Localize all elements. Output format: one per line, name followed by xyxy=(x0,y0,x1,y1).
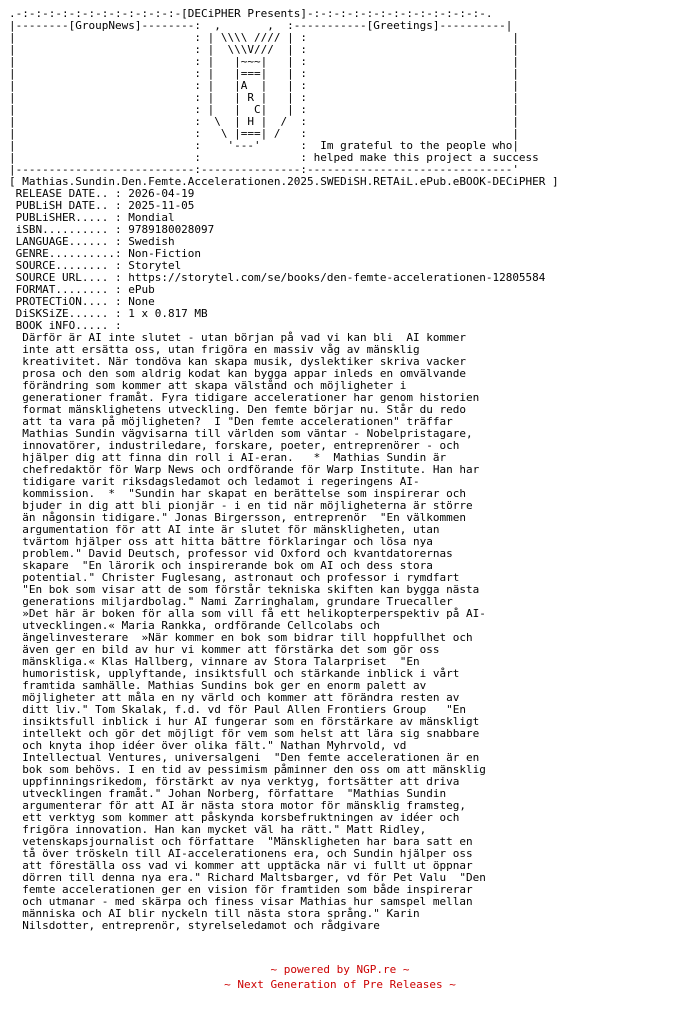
nfo-line: ett verktyg som kommer att påskynda korsbefruktningen av idéer och xyxy=(9,811,460,824)
footer-tagline-prefix: ~ xyxy=(224,978,238,991)
nfo-line: | : '---' : Im grateful to the people who| xyxy=(9,139,519,152)
nfo-line: förändring som kommer att skapa välstånd och möjligheter i xyxy=(9,379,407,392)
nfo-line: format mänsklighetens utveckling. Den femte börjar nu. Står du redo xyxy=(9,403,466,416)
nfo-line: Därför är AI inte slutet - utan början på vad vi kan bli AI kommer xyxy=(9,331,466,344)
nfo-line: |--------[GroupNews]--------: , , :-----------[Greetings]----------| xyxy=(9,19,513,32)
nfo-line: LANGUAGE...... : Swedish xyxy=(9,235,175,248)
nfo-line: | : : helped make this project a success xyxy=(9,151,539,164)
nfo-line: vetenskapsjournalist och författare "Mänskligheten har bara satt en xyxy=(9,835,473,848)
nfo-line: frigöra innovation. Han kan mycket väl ha rätt." Matt Ridley, xyxy=(9,823,427,836)
nfo-line: hjälper dig att finna din roll i AI-eran. * Mathias Sundin är xyxy=(9,451,447,464)
nfo-line: även ger en bild av hur vi kommer att förstärka det som gör oss xyxy=(9,643,440,656)
nfo-line: iSBN.......... : 9789180028097 xyxy=(9,223,215,236)
nfo-line: och knyta ihop idéer över olika fält." Nathan Myhrvold, vd xyxy=(9,739,407,752)
nfo-line: .-:-:-:-:-:-:-:-:-:-:-:-:-[DECiPHER Presents]-:-:-:-:-:-:-:-:-:-:-:-:-:-. xyxy=(9,7,493,20)
nfo-line: tvärtom hjälper oss att hitta bättre förklaringar och lösa nya xyxy=(9,535,433,548)
nfo-line: att ta vara på möjligheten? I "Den femte accelerationen" träffar xyxy=(9,415,453,428)
nfo-line: och utmanar - med skärpa och finess visar Mathias hur samspel mellan xyxy=(9,895,473,908)
nfo-line: intellekt och gör det möjligt för vem som helst att lära sig snabbare xyxy=(9,727,480,740)
nfo-line: femte accelerationen ger en vision för framtiden som både inspirerar xyxy=(9,883,473,896)
nfo-line: människa och AI blir nyckeln till nästa stora språng." Karin xyxy=(9,907,420,920)
nfo-line: Nilsdotter, entreprenör, styrelseledamot och rådgivare xyxy=(9,919,380,932)
nfo-line: kommission. * "Sundin har skapat en berättelse som inspirerar och xyxy=(9,487,466,500)
nfo-line: problem." David Deutsch, professor vid Oxford och kvantdatorernas xyxy=(9,547,453,560)
nfo-line: ängelinvesterare »När kommer en bok som bidrar till hoppfullhet och xyxy=(9,631,473,644)
nfo-line: utvecklingen.« Maria Rankka, ordförande Cellcolabs och xyxy=(9,619,380,632)
nfo-line: | : | |A | | : | xyxy=(9,79,519,92)
nfo-line: innovatörer, industriledare, forskare, poeter, entreprenörer - och xyxy=(9,439,460,452)
nfo-line: | : \ |===| / : | xyxy=(9,127,519,140)
footer-tagline xyxy=(0,977,680,992)
nfo-line: | : | |~~~| | : | xyxy=(9,55,519,68)
nfo-line: GENRE..........: Non-Fiction xyxy=(9,247,202,260)
nfo-line: | : | |===| | : | xyxy=(9,67,519,80)
nfo-line: inte att ersätta oss, utan frigöra en massiv våg av mänsklig xyxy=(9,343,420,356)
nfo-line: PROTECTiON.... : None xyxy=(9,295,155,308)
nfo-line: | : | | C| | : | xyxy=(9,103,519,116)
nfo-line: dörren till denna nya era." Richard Maltsbarger, vd för Pet Valu "Den xyxy=(9,871,486,884)
nfo-line: BOOK iNFO..... : xyxy=(9,319,122,332)
nfo-line: argumentation för att AI inte är slutet för mänskligheten, utan xyxy=(9,523,440,536)
nfo-line: SOURCE URL.... : https://storytel.com/se/books/den-femte-accelerationen-12805584 xyxy=(9,271,546,284)
nfo-line: FORMAT........ : ePub xyxy=(9,283,155,296)
nfo-line: tidigare varit riksdagsledamot och ledamot i regeringens AI- xyxy=(9,475,420,488)
nfo-line: »Det här är boken för alla som vill få ett helikopterperspektiv på AI- xyxy=(9,607,486,620)
nfo-line: chefredaktör för Warp News och ordförande för Warp Institute. Han har xyxy=(9,463,480,476)
nfo-line: ditt liv." Tom Skalak, f.d. vd för Paul Allen Frontiers Group "En xyxy=(9,703,466,716)
nfo-line: argumenterar för att AI är nästa stora motor för mänsklig framsteg, xyxy=(9,799,466,812)
nfo-line: än någonsin tidigare." Jonas Birgersson, entreprenör "En välkommen xyxy=(9,511,466,524)
nfo-line: generations miljardbolag." Nami Zarringhalam, grundare Truecaller xyxy=(9,595,453,608)
nfo-line: framtida samhälle. Mathias Sundins bok ger en enorm palett av xyxy=(9,679,427,692)
nfo-line: PUBLiSHER..... : Mondial xyxy=(9,211,175,224)
nfo-line: möjligheter att måla en ny värld och kommer att förändra resten av xyxy=(9,691,460,704)
nfo-line: mänskliga.« Klas Hallberg, vinnare av Stora Talarpriset "En xyxy=(9,655,420,668)
nfo-line: DiSKSiZE...... : 1 x 0.817 MB xyxy=(9,307,208,320)
nfo-line: prosa och den som aldrig kodat kan bygga appar inleds en omvälvande xyxy=(9,367,466,380)
nfo-line: bjuder in dig att bli pionjär - i en tid när möjligheterna är större xyxy=(9,499,473,512)
nfo-line: "En bok som visar att de som förstår tekniska skiften kan bygga nästa xyxy=(9,583,480,596)
nfo-line: uppfinningsrikedom, förstärkt av nya verktyg, fortsätter att driva xyxy=(9,775,460,788)
nfo-line: RELEASE DATE.. : 2026-04-19 xyxy=(9,187,195,200)
footer-tagline-suffix: ~ xyxy=(442,978,456,991)
nfo-line: |---------------------------:---------------:-------------------------------' xyxy=(9,163,519,176)
nfo-line: kreativitet. När tondöva kan skapa musik, dyslektiker skriva vacker xyxy=(9,355,466,368)
nfo-line: utvecklingen framåt." Johan Norberg, författare "Mathias Sundin xyxy=(9,787,447,800)
nfo-line: att föreställa oss vad vi kommer att upptäcka när vi fullt ut öppnar xyxy=(9,859,473,872)
nfo-line: insiktsfull inblick i hur AI fungerar som en förstärkare av mänskligt xyxy=(9,715,480,728)
nfo-line: potential." Christer Fuglesang, astronaut och professor i rymdfart xyxy=(9,571,460,584)
nfo-line: Intellectual Ventures, universalgeni "Den femte accelerationen är en xyxy=(9,751,480,764)
nfo-line: generationer framåt. Fyra tidigare accelerationer har genom historien xyxy=(9,391,480,404)
nfo-line: bok som behövs. I en tid av pessimism påminner den oss om att mänsklig xyxy=(9,763,486,776)
nfo-line: [ Mathias.Sundin.Den.Femte.Accelerationen.2025.SWEDiSH.RETAiL.ePub.eBOOK-DECiPHER ] xyxy=(9,175,559,188)
nfo-line: | : | \\\V/// | : | xyxy=(9,43,519,56)
nfo-line: | : \ | H | / : | xyxy=(9,115,519,128)
ngp-link[interactable]: Next Generation of Pre Releases xyxy=(237,978,443,991)
nfo-line: PUBLiSH DATE.. : 2025-11-05 xyxy=(9,199,195,212)
footer xyxy=(0,962,680,992)
nfo-line: | : | \\\\ //// | : | xyxy=(9,31,519,44)
nfo-line: humoristisk, upplyftande, insiktsfull och stärkande inblick i vårt xyxy=(9,667,460,680)
nfo-line: SOURCE........ : Storytel xyxy=(9,259,182,272)
nfo-line: skapare "En lärorik och inspirerande bok om AI och dess stora xyxy=(9,559,433,572)
nfo-line: tå över tröskeln till AI-accelerationens era, och Sundin hjälper oss xyxy=(9,847,473,860)
footer-powered-by: ~ powered by NGP.re ~ xyxy=(270,963,410,976)
nfo-line: Mathias Sundin vägvisarna till världen som väntar - Nobelpristagare, xyxy=(9,427,473,440)
nfo-line: | : | | R | | : | xyxy=(9,91,519,104)
